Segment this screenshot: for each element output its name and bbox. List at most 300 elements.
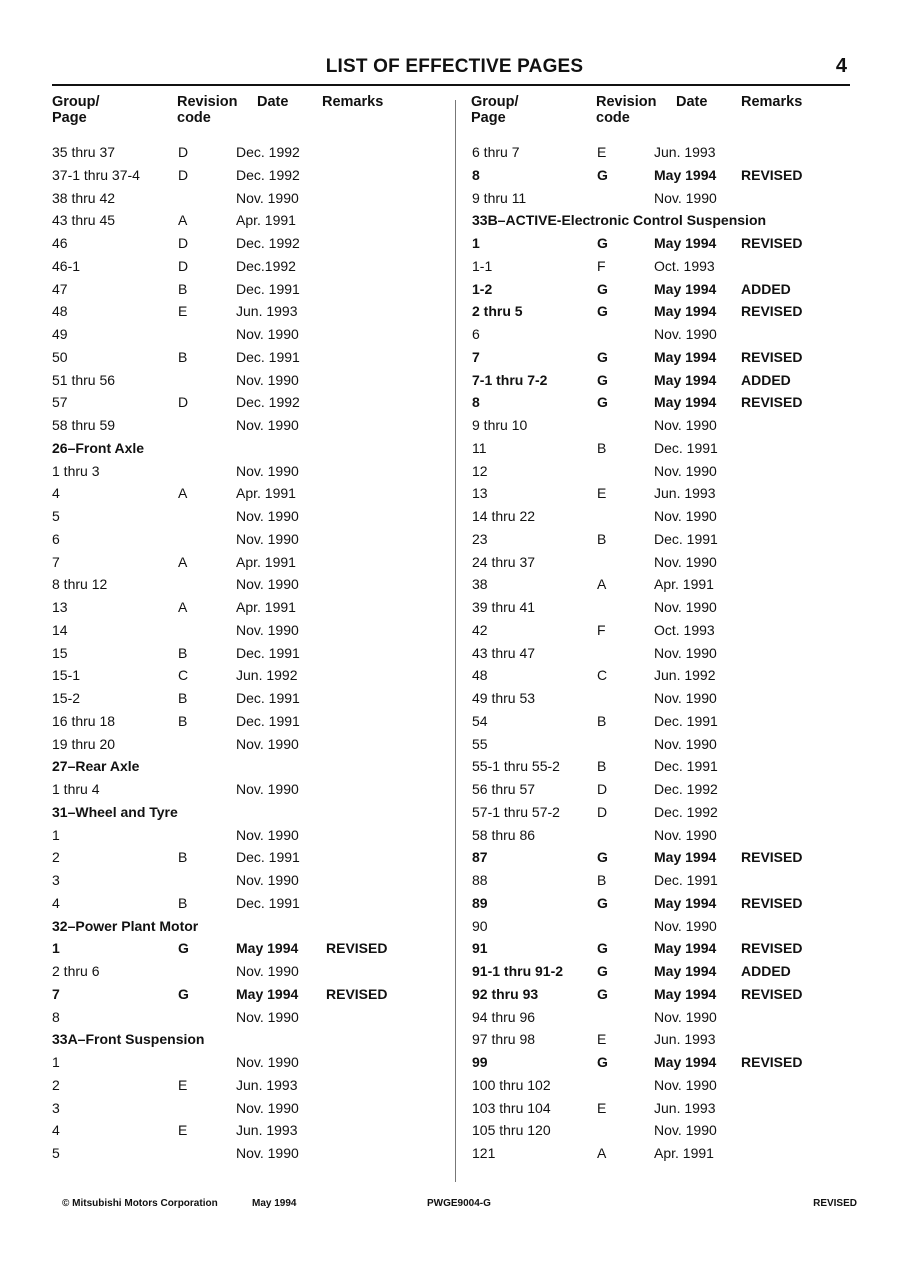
- remarks-cell: REVISED: [741, 940, 803, 957]
- page-cell: 43 thru 45: [52, 212, 116, 229]
- date-cell: Apr. 1991: [236, 212, 296, 229]
- page-cell: 46: [52, 235, 68, 251]
- revision-code-cell: D: [178, 166, 189, 183]
- footer-status: REVISED: [813, 1198, 857, 1209]
- footer-code: PWGE9004-G: [427, 1198, 491, 1209]
- date-cell: Nov. 1990: [236, 326, 299, 342]
- page-cell: 15-2: [52, 690, 81, 706]
- page-cell: 16 thru 18: [52, 712, 116, 729]
- date-cell: Nov. 1990: [654, 826, 717, 843]
- page-cell: 54: [472, 712, 488, 729]
- date-cell: Dec.1992: [236, 257, 296, 274]
- page-cell: 3: [52, 872, 60, 888]
- table-row: [0, 232, 909, 254]
- revision-code-cell: B: [178, 280, 188, 297]
- remarks-cell: REVISED: [741, 166, 803, 183]
- page-cell: 7-1 thru 7-2: [472, 371, 548, 388]
- table-row: [0, 869, 909, 891]
- table-row: [0, 278, 909, 300]
- page-cell: 50: [52, 348, 68, 365]
- revision-code-cell: G: [597, 1054, 608, 1070]
- revision-code-cell: B: [597, 530, 607, 547]
- date-cell: May 1994: [654, 303, 717, 320]
- group-title: 27–Rear Axle: [52, 758, 140, 775]
- table-row: [0, 778, 909, 800]
- table-row: [0, 664, 909, 686]
- date-cell: May 1994: [654, 280, 717, 297]
- table-row: [0, 187, 909, 209]
- page-cell: 48: [52, 303, 68, 320]
- date-cell: Nov. 1990: [654, 553, 717, 570]
- table-row: [0, 755, 909, 777]
- date-cell: May 1994: [654, 849, 717, 866]
- table-row: [0, 1051, 909, 1073]
- table-row: [0, 1142, 909, 1164]
- page-cell: 97 thru 98: [472, 1031, 536, 1048]
- revision-code-cell: C: [178, 667, 189, 684]
- page-cell: 87: [472, 849, 488, 866]
- date-cell: Nov. 1990: [236, 1054, 299, 1070]
- page-cell: 5: [52, 508, 60, 524]
- revision-code-cell: G: [597, 985, 608, 1002]
- revision-code-cell: G: [597, 894, 608, 911]
- date-cell: May 1994: [654, 1054, 717, 1070]
- revision-code-cell: G: [597, 348, 608, 365]
- page-cell: 11: [472, 439, 487, 456]
- page-cell: 7: [52, 553, 60, 570]
- date-cell: Dec. 1992: [236, 394, 300, 411]
- table-row: [0, 164, 909, 186]
- revision-code-cell: B: [597, 758, 607, 775]
- revision-code-cell: G: [597, 940, 608, 957]
- revision-code-cell: B: [597, 712, 607, 729]
- revision-code-cell: B: [178, 712, 188, 729]
- revision-code-cell: E: [178, 303, 188, 320]
- revision-code-cell: B: [178, 894, 188, 911]
- page-cell: 91-1 thru 91-2: [472, 963, 564, 979]
- revision-code-cell: D: [597, 803, 608, 820]
- page-cell: 15: [52, 644, 68, 661]
- date-cell: Jun. 1993: [236, 1076, 298, 1093]
- page-cell: 105 thru 120: [472, 1122, 551, 1139]
- date-cell: May 1994: [654, 348, 717, 365]
- table-row: [0, 937, 909, 959]
- date-cell: May 1994: [654, 394, 717, 411]
- date-cell: May 1994: [236, 985, 299, 1002]
- revision-code-cell: G: [597, 394, 608, 411]
- remarks-cell: REVISED: [741, 235, 803, 251]
- page-cell: 42: [472, 621, 488, 638]
- page-cell: 38 thru 42: [52, 189, 116, 206]
- page-cell: 24 thru 37: [472, 553, 536, 570]
- revision-code-cell: G: [178, 985, 189, 1002]
- revision-code-cell: E: [178, 1076, 188, 1093]
- table-row: [0, 505, 909, 527]
- date-cell: Nov. 1990: [236, 371, 299, 388]
- table-row: [0, 414, 909, 436]
- date-cell: Oct. 1993: [654, 621, 715, 638]
- table-row: [0, 1097, 909, 1119]
- date-cell: Nov. 1990: [236, 621, 299, 638]
- revision-code-cell: G: [597, 280, 608, 297]
- revision-code-cell: G: [597, 166, 608, 183]
- page-cell: 1: [52, 1054, 60, 1070]
- page-cell: 6: [52, 530, 60, 547]
- page-cell: 121: [472, 1145, 496, 1161]
- page-cell: 38: [472, 576, 488, 593]
- header-revision-code: Revision code: [177, 94, 238, 126]
- date-cell: Nov. 1990: [654, 1008, 717, 1025]
- revision-code-cell: G: [597, 371, 608, 388]
- header-group-page: Group/ Page: [52, 94, 100, 126]
- table-row: [0, 596, 909, 618]
- page-cell: 4: [52, 894, 60, 911]
- page-cell: 7: [472, 348, 480, 365]
- table-row: [0, 551, 909, 573]
- page-cell: 37-1 thru 37-4: [52, 166, 140, 183]
- page-cell: 57: [52, 394, 68, 411]
- page-title: LIST OF EFFECTIVE PAGES: [325, 56, 584, 77]
- page-cell: 1: [52, 940, 60, 957]
- page-cell: 58 thru 86: [472, 826, 536, 843]
- date-cell: Dec. 1991: [236, 849, 300, 866]
- date-cell: Nov. 1990: [236, 735, 299, 752]
- date-cell: Dec. 1992: [236, 144, 300, 160]
- page-cell: 2 thru 5: [472, 303, 523, 320]
- header-remarks: Remarks: [322, 94, 384, 110]
- date-cell: Nov. 1990: [236, 963, 299, 979]
- page-cell: 90: [472, 917, 488, 934]
- date-cell: Nov. 1990: [654, 1122, 717, 1139]
- page-cell: 1: [52, 826, 60, 843]
- date-cell: Nov. 1990: [236, 462, 299, 479]
- page-cell: 103 thru 104: [472, 1099, 551, 1116]
- page-cell: 12: [472, 462, 488, 479]
- page-cell: 6 thru 7: [472, 144, 520, 160]
- date-cell: Nov. 1990: [654, 189, 717, 206]
- revision-code-cell: B: [178, 849, 188, 866]
- date-cell: Nov. 1990: [236, 872, 299, 888]
- page-cell: 6: [472, 326, 480, 342]
- page-cell: 9 thru 10: [472, 417, 528, 433]
- page-cell: 46-1: [52, 257, 81, 274]
- remarks-cell: ADDED: [741, 371, 791, 388]
- group-title: 32–Power Plant Motor: [52, 917, 199, 934]
- group-title: 33B–ACTIVE-Electronic Control Suspension: [472, 212, 767, 229]
- remarks-cell: REVISED: [741, 985, 803, 1002]
- page-cell: 39 thru 41: [472, 599, 536, 615]
- date-cell: Nov. 1990: [654, 326, 717, 342]
- page-cell: 49 thru 53: [472, 690, 536, 706]
- table-row: [0, 323, 909, 345]
- table-row: [0, 528, 909, 550]
- footer-date: May 1994: [252, 1198, 297, 1209]
- date-cell: Dec. 1991: [654, 872, 718, 888]
- table-row: [0, 1006, 909, 1028]
- page-cell: 55: [472, 735, 488, 752]
- revision-code-cell: E: [178, 1122, 188, 1139]
- revision-code-cell: A: [597, 1145, 607, 1161]
- table-row: [0, 915, 909, 937]
- date-cell: Apr. 1991: [236, 553, 296, 570]
- table-row: [0, 846, 909, 868]
- header-remarks-right: Remarks: [741, 94, 803, 110]
- date-cell: Dec. 1991: [654, 530, 718, 547]
- page-cell: 5: [52, 1145, 60, 1161]
- page-cell: 55-1 thru 55-2: [472, 758, 560, 775]
- revision-code-cell: B: [178, 690, 188, 706]
- revision-code-cell: E: [597, 1031, 607, 1048]
- revision-code-cell: D: [178, 144, 189, 160]
- header-revision-code-right: Revision code: [596, 94, 657, 126]
- date-cell: Dec. 1992: [236, 166, 300, 183]
- footer-copyright: © Mitsubishi Motors Corporation: [62, 1198, 218, 1209]
- date-cell: Apr. 1991: [654, 576, 714, 593]
- remarks-cell: REVISED: [741, 394, 803, 411]
- page-cell: 89: [472, 894, 488, 911]
- date-cell: Nov. 1990: [236, 1099, 299, 1116]
- date-cell: Jun. 1993: [654, 485, 716, 502]
- remarks-cell: REVISED: [741, 303, 803, 320]
- page-cell: 2 thru 6: [52, 963, 100, 979]
- page-cell: 8: [52, 1008, 60, 1025]
- page-cell: 56 thru 57: [472, 781, 536, 797]
- date-cell: Nov. 1990: [654, 417, 717, 433]
- revision-code-cell: E: [597, 1099, 607, 1116]
- table-row: [0, 710, 909, 732]
- page-cell: 51 thru 56: [52, 371, 116, 388]
- date-cell: Jun. 1993: [654, 144, 716, 160]
- header-date: Date: [257, 94, 289, 110]
- date-cell: May 1994: [654, 963, 717, 979]
- date-cell: May 1994: [654, 940, 717, 957]
- revision-code-cell: D: [178, 235, 189, 251]
- date-cell: Nov. 1990: [654, 917, 717, 934]
- page-cell: 2: [52, 849, 60, 866]
- page-cell: 8 thru 12: [52, 576, 108, 593]
- table-row: [0, 255, 909, 277]
- table-row: [0, 892, 909, 914]
- page-cell: 1 thru 3: [52, 462, 100, 479]
- date-cell: Jun. 1993: [236, 1122, 298, 1139]
- date-cell: Dec. 1992: [654, 781, 718, 797]
- date-cell: Nov. 1990: [236, 189, 299, 206]
- date-cell: May 1994: [654, 985, 717, 1002]
- date-cell: May 1994: [654, 166, 717, 183]
- table-row: [0, 1119, 909, 1141]
- table-row: [0, 960, 909, 982]
- page-cell: 100 thru 102: [472, 1076, 551, 1093]
- table-row: [0, 460, 909, 482]
- remarks-cell: REVISED: [741, 894, 803, 911]
- remarks-cell: REVISED: [326, 940, 388, 957]
- header-group-page-right: Group/ Page: [471, 94, 519, 126]
- date-cell: Apr. 1991: [654, 1145, 714, 1161]
- revision-code-cell: D: [597, 781, 608, 797]
- revision-code-cell: G: [597, 849, 608, 866]
- revision-code-cell: G: [597, 963, 608, 979]
- date-cell: Jun. 1992: [236, 667, 298, 684]
- page-cell: 14: [52, 621, 68, 638]
- page-cell: 4: [52, 1122, 60, 1139]
- revision-code-cell: B: [178, 644, 188, 661]
- date-cell: Dec. 1991: [236, 644, 300, 661]
- remarks-cell: REVISED: [741, 1054, 803, 1070]
- revision-code-cell: B: [597, 872, 607, 888]
- table-row: [0, 733, 909, 755]
- page-cell: 4: [52, 485, 60, 502]
- date-cell: Nov. 1990: [654, 508, 717, 524]
- remarks-cell: REVISED: [741, 849, 803, 866]
- page-cell: 8: [472, 166, 480, 183]
- date-cell: Nov. 1990: [236, 1145, 299, 1161]
- revision-code-cell: G: [597, 235, 608, 251]
- page-cell: 2: [52, 1076, 60, 1093]
- revision-code-cell: A: [178, 599, 188, 615]
- page-cell: 88: [472, 872, 488, 888]
- page-cell: 1-2: [472, 280, 493, 297]
- date-cell: Jun. 1992: [654, 667, 716, 684]
- page-cell: 57-1 thru 57-2: [472, 803, 560, 820]
- date-cell: Nov. 1990: [236, 417, 299, 433]
- revision-code-cell: A: [178, 212, 188, 229]
- table-row: [0, 1028, 909, 1050]
- page-cell: 1: [472, 235, 480, 251]
- date-cell: May 1994: [654, 371, 717, 388]
- date-cell: Dec. 1991: [654, 712, 718, 729]
- date-cell: May 1994: [654, 894, 717, 911]
- page-cell: 47: [52, 280, 68, 297]
- page-cell: 23: [472, 530, 488, 547]
- date-cell: Dec. 1991: [236, 712, 300, 729]
- date-cell: Apr. 1991: [236, 599, 296, 615]
- page-cell: 14 thru 22: [472, 508, 536, 524]
- table-row: [0, 300, 909, 322]
- revision-code-cell: B: [597, 439, 607, 456]
- revision-code-cell: F: [597, 257, 606, 274]
- revision-code-cell: E: [597, 485, 607, 502]
- date-cell: Nov. 1990: [654, 644, 717, 661]
- revision-code-cell: D: [178, 257, 189, 274]
- date-cell: Dec. 1992: [236, 235, 300, 251]
- revision-code-cell: D: [178, 394, 189, 411]
- revision-code-cell: A: [178, 485, 188, 502]
- table-row: [0, 346, 909, 368]
- date-cell: Nov. 1990: [654, 599, 717, 615]
- table-row: [0, 801, 909, 823]
- revision-code-cell: E: [597, 144, 607, 160]
- date-cell: Dec. 1992: [654, 803, 718, 820]
- page-cell: 7: [52, 985, 60, 1002]
- page-cell: 13: [472, 485, 488, 502]
- page-cell: 9 thru 11: [472, 189, 527, 206]
- table-row: [0, 573, 909, 595]
- header-date-right: Date: [676, 94, 708, 110]
- page-cell: 92 thru 93: [472, 985, 539, 1002]
- page-cell: 15-1: [52, 667, 81, 684]
- date-cell: Nov. 1990: [236, 576, 299, 593]
- date-cell: May 1994: [236, 940, 299, 957]
- remarks-cell: ADDED: [741, 963, 791, 979]
- date-cell: Jun. 1993: [236, 303, 298, 320]
- group-title: 31–Wheel and Tyre: [52, 803, 178, 820]
- date-cell: May 1994: [654, 235, 717, 251]
- title-rule: [52, 84, 850, 86]
- table-row: [0, 983, 909, 1005]
- table-row: [0, 391, 909, 413]
- date-cell: Nov. 1990: [654, 690, 717, 706]
- revision-code-cell: G: [178, 940, 189, 957]
- page-cell: 13: [52, 599, 68, 615]
- table-row: [0, 642, 909, 664]
- group-heading: [0, 209, 909, 231]
- table-row: [0, 369, 909, 391]
- page-cell: 58 thru 59: [52, 417, 116, 433]
- date-cell: Nov. 1990: [236, 530, 299, 547]
- date-cell: Nov. 1990: [236, 1008, 299, 1025]
- page-cell: 48: [472, 667, 488, 684]
- date-cell: Nov. 1990: [236, 508, 299, 524]
- page-cell: 19 thru 20: [52, 735, 116, 752]
- date-cell: Dec. 1991: [236, 348, 300, 365]
- page-cell: 8: [472, 394, 480, 411]
- remarks-cell: ADDED: [741, 280, 791, 297]
- group-title: 26–Front Axle: [52, 439, 145, 456]
- date-cell: Oct. 1993: [654, 257, 715, 274]
- date-cell: Dec. 1991: [236, 280, 300, 297]
- date-cell: Dec. 1991: [654, 439, 718, 456]
- page-cell: 49: [52, 326, 68, 342]
- table-row: [0, 1074, 909, 1096]
- revision-code-cell: A: [597, 576, 607, 593]
- date-cell: Jun. 1993: [654, 1031, 716, 1048]
- remarks-cell: REVISED: [326, 985, 388, 1002]
- date-cell: Dec. 1991: [236, 690, 300, 706]
- table-row: [0, 482, 909, 504]
- revision-code-cell: G: [597, 303, 608, 320]
- revision-code-cell: C: [597, 667, 608, 684]
- page-cell: 3: [52, 1099, 60, 1116]
- group-title: 33A–Front Suspension: [52, 1031, 205, 1048]
- date-cell: Jun. 1993: [654, 1099, 716, 1116]
- date-cell: Dec. 1991: [654, 758, 718, 775]
- date-cell: Dec. 1991: [236, 894, 300, 911]
- table-row: [0, 824, 909, 846]
- page-cell: 91: [472, 940, 488, 957]
- remarks-cell: REVISED: [741, 348, 803, 365]
- page-cell: 1-1: [472, 257, 493, 274]
- date-cell: Nov. 1990: [236, 781, 299, 797]
- date-cell: Nov. 1990: [654, 735, 717, 752]
- date-cell: Nov. 1990: [654, 1076, 717, 1093]
- date-cell: Apr. 1991: [236, 485, 296, 502]
- table-row: [0, 619, 909, 641]
- revision-code-cell: F: [597, 621, 606, 638]
- table-row: [0, 437, 909, 459]
- revision-code-cell: A: [178, 553, 188, 570]
- table-row: [0, 687, 909, 709]
- table-row: [0, 141, 909, 163]
- page-cell: 43 thru 47: [472, 644, 536, 661]
- page-cell: 35 thru 37: [52, 144, 116, 160]
- revision-code-cell: B: [178, 348, 188, 365]
- date-cell: Nov. 1990: [654, 462, 717, 479]
- page-cell: 99: [472, 1054, 488, 1070]
- page-cell: 1 thru 4: [52, 781, 100, 797]
- page-number: 4: [835, 55, 847, 77]
- date-cell: Nov. 1990: [236, 826, 299, 843]
- page-cell: 94 thru 96: [472, 1008, 536, 1025]
